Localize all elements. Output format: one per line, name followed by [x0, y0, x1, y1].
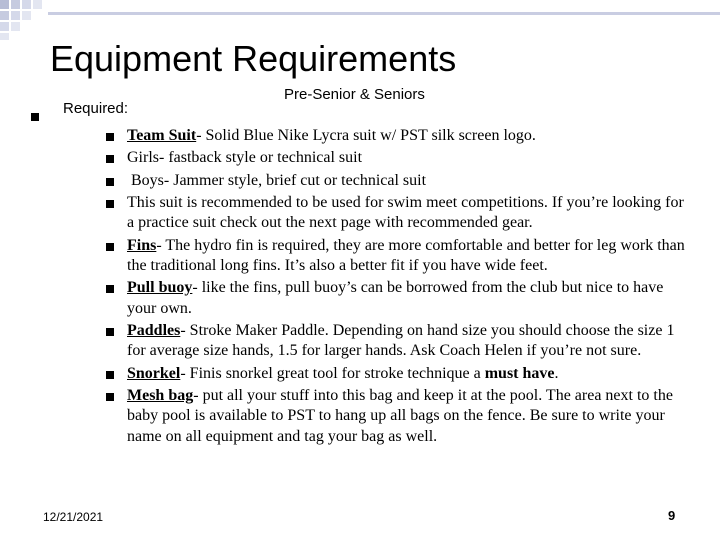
bullet-square-icon: [106, 393, 114, 401]
item-lead: Paddles: [127, 322, 181, 339]
bullet-square-icon: [106, 133, 114, 141]
item-text: - Stroke Maker Paddle. Depending on hand size you should choose the size 1 for average size hands, 1.5 for larger hands. Ask Coach Helen if you’re not sure.: [127, 322, 675, 360]
item-text: - like the fins, pull buoy’s can be borrowed from the club but nice to have your own.: [127, 279, 664, 317]
item-text: - Solid Blue Nike Lycra suit w/ PST silk screen logo.: [196, 127, 536, 144]
list-item: [104, 193, 694, 234]
item-text: - The hydro fin is required, they are more comfortable and better for leg work than the traditional long fins. It’s also a better fit if you have wide feet.: [127, 236, 685, 274]
list-item: [104, 321, 694, 362]
item-text: This suit is recommended to be used for swim meet competitions. If you’re looking for a practice suit check out the next page with recommended gear.: [127, 193, 684, 232]
list-item: [104, 278, 694, 319]
item-text: - Finis snorkel great tool for stroke technique a: [180, 364, 485, 382]
bullet-square-icon: [106, 178, 114, 186]
item-lead: Fins: [127, 236, 157, 254]
item-text: Boys- Jammer style, brief cut or technical suit: [127, 171, 427, 189]
item-lead: Snorkel: [127, 364, 181, 382]
slide-subtitle: Pre-Senior & Seniors: [284, 86, 425, 103]
bullet-square-icon: [31, 113, 39, 121]
bullet-square-icon: [106, 243, 114, 251]
item-text: - put all your stuff into this bag and keep it at the pool. The area next to the baby pool is available to PST to hang up all bags on the fence. Be sure to write your name on all equipment and tag your bag as well.: [127, 387, 673, 445]
slide-date: 12/21/2021: [43, 510, 104, 524]
item-lead: Pull buoy: [127, 279, 193, 297]
required-label: Required:: [63, 100, 129, 117]
bullet-square-icon: [106, 200, 114, 208]
item-lead: Team Suit: [127, 127, 197, 144]
page-number: 9: [668, 508, 676, 523]
list-item: [104, 126, 694, 146]
list-item: [104, 364, 694, 384]
item-text: Girls- fastback style or technical suit: [127, 149, 363, 167]
item-emphasis: must have: [484, 364, 555, 382]
bullet-square-icon: [106, 328, 114, 336]
bullet-square-icon: [106, 285, 114, 293]
item-lead: Mesh bag: [127, 387, 194, 404]
bullet-square-icon: [106, 371, 114, 379]
equipment-list: [104, 126, 694, 449]
list-item: [104, 386, 694, 447]
list-item: [104, 171, 694, 191]
title-underline-rule: [0, 0, 720, 40]
list-item: [104, 148, 694, 168]
item-tail: .: [554, 364, 559, 382]
list-item: [104, 236, 694, 277]
bullet-square-icon: [106, 155, 114, 163]
slide-title: Equipment Requirements: [50, 38, 457, 79]
